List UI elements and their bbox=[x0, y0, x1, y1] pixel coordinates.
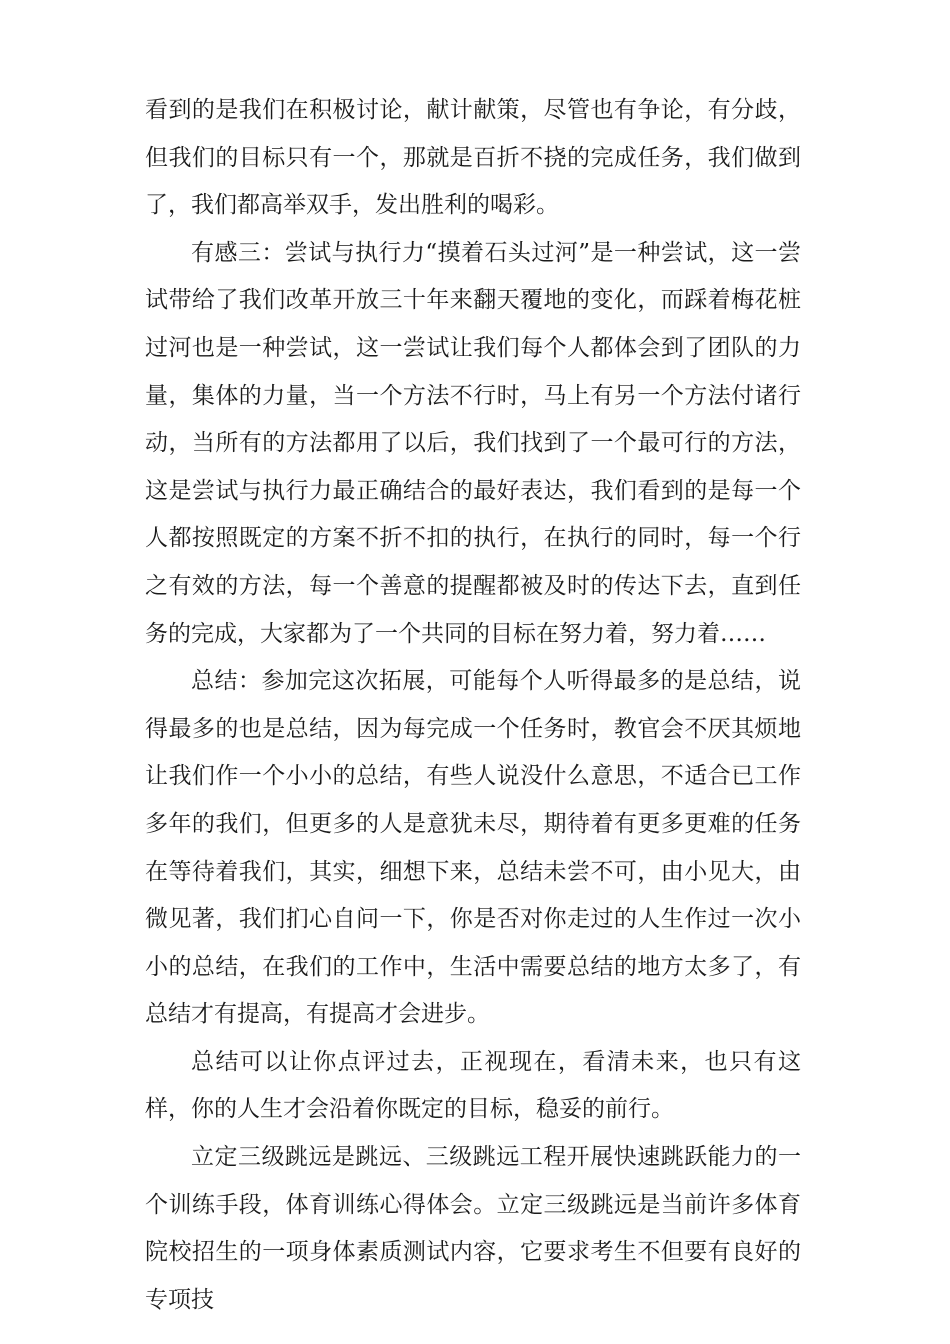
paragraph-feeling-three: 有感三：尝试与执行力“摸着石头过河”是一种尝试，这一尝试带给了我们改革开放三十年来翻天覆地的变化，而踩着梅花桩过河也是一种尝试，这一尝试让我们每个人都体会到了团队的力量，集体的力量，当一个方法不行时，马上有另一个方法付诸行动，当所有的方法都用了以后，我们找到了一个最可行的方法，这是尝试与执行力最正确结合的最好表达，我们看到的是每一个人都按照既定的方案不折不扣的执行，在执行的同时，每一个行之有效的方法，每一个善意的提醒都被及时的传达下去，直到任务的完成，大家都为了一个共同的目标在努力着，努力着…… bbox=[145, 239, 801, 647]
paragraph-summary: 总结：参加完这次拓展，可能每个人听得最多的是总结，说得最多的也是总结，因为每完成一个任务时，教官会不厌其烦地让我们作一个小小的总结，有些人说没什么意思，不适合已工作多年的我们，但更多的人是意犹未尽，期待着有更多更难的任务在等待着我们，其实，细想下来，总结未尝不可，由小见大，由微见著，我们扪心自问一下，你是否对你走过的人生作过一次小小的总结，在我们的工作中，生活中需要总结的地方太多了，有总结才有提高，有提高才会进步。 bbox=[145, 668, 801, 1028]
document-body bbox=[145, 87, 801, 1324]
paragraph-continuation: 看到的是我们在积极讨论，献计献策，尽管也有争论，有分歧，但我们的目标只有一个，那就是百折不挠的完成任务，我们做到了，我们都高举双手，发出胜利的喝彩。 bbox=[145, 97, 801, 219]
paragraph-triple-jump: 立定三级跳远是跳远、三级跳远工程开展快速跳跃能力的一个训练手段，体育训练心得体会。立定三级跳远是当前许多体育院校招生的一项身体素质测试内容，它要求考生不但要有良好的专项技 bbox=[145, 1144, 801, 1313]
paragraph-summary-conclusion: 总结可以让你点评过去，正视现在，看清未来，也只有这样，你的人生才会沿着你既定的目标，稳妥的前行。 bbox=[145, 1048, 801, 1123]
